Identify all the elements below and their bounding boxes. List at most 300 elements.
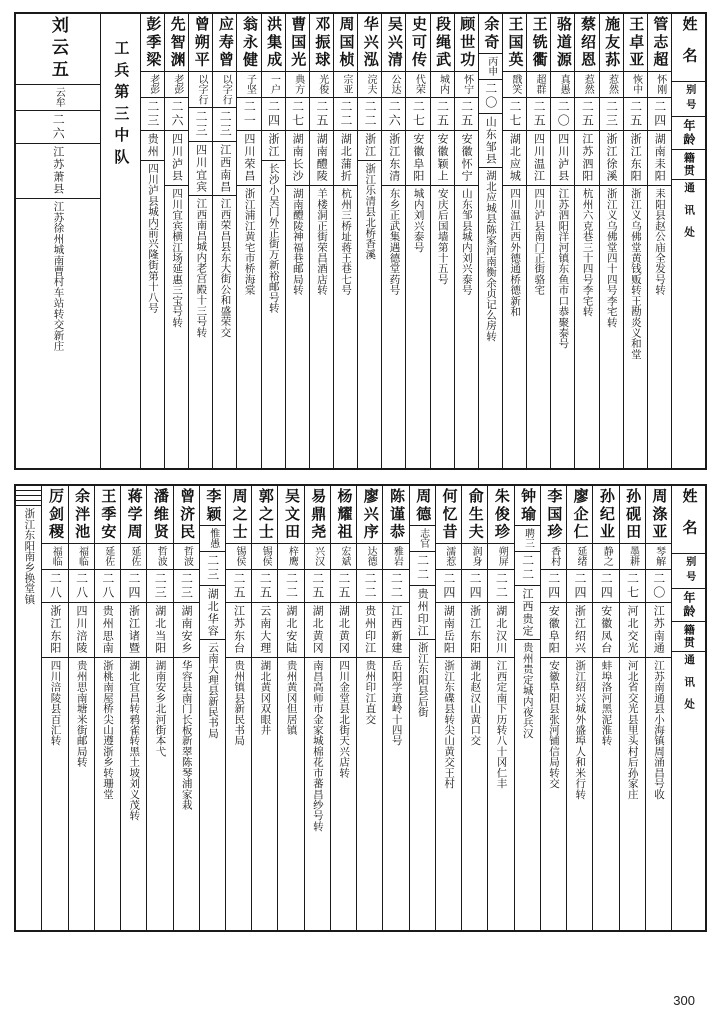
record-origin: 湖北黄冈 [311,605,325,655]
header-cell-alias [672,82,705,117]
record-alias: 浣夫 [365,74,377,95]
record-origin: 湖北汉川 [494,605,508,655]
record-name-cell [551,14,574,72]
record-address: 浙江乐清县北桥香溪 [364,162,377,260]
record-alias-cell [69,544,94,570]
record-address: 四川泸县城内前兴隆街第十八号 [147,162,160,313]
header-cell-address [672,652,705,722]
record-age: 二七 [625,571,640,601]
record-column [94,486,120,930]
record-name-cell [567,486,592,544]
record-age-cell [174,570,199,603]
record-alias: 子坚 [244,74,256,95]
record-column [277,486,303,930]
record-origin-cell [69,603,94,657]
record-origin: 贵州思南 [101,605,115,655]
record-name: 吴文田 [283,488,302,542]
record-alias-cell [141,72,164,98]
record-column [405,14,429,468]
record-column [225,486,251,930]
record-address: 贵州黄冈但居镇 [285,659,298,735]
record-address: 蚌埠洛河黑泥淮转 [600,659,613,746]
record-age-cell [121,570,146,603]
record-alias-cell [648,72,671,98]
record-address-cell [189,196,212,339]
record-name-cell [382,14,405,72]
record-age-cell [357,570,382,603]
record-age-cell [226,570,251,603]
record-address: 江苏南通县小海镇周涌昌号收 [652,659,665,799]
record-address-cell [406,186,429,254]
record-address: 浙桃南屋桥尖山遵浙乡转珊堂 [102,659,115,799]
record-origin: 湖南岳阳 [442,605,456,655]
record-age: 二六 [169,99,184,129]
record-name-cell [593,486,618,544]
record-age: 二五 [532,99,547,129]
record-column [502,14,526,468]
record-name-cell [278,486,303,544]
record-name-cell [455,14,478,72]
record-alias-cell [121,544,146,570]
header-age-label: 年龄 [681,119,696,148]
record-alias: 朔屏 [496,546,508,567]
record-alias: 雅岩 [391,546,403,567]
record-origin-cell [646,603,671,657]
record-address-cell [200,640,225,740]
record-name-cell [648,14,671,72]
record-column [382,486,408,930]
record-origin: 湖北应城 [508,133,522,183]
record-alias: 惟愚 [207,528,219,550]
record-age-cell [488,570,513,603]
record-origin: 贵州印江 [416,587,430,637]
record-origin: 安徽怀宁 [460,133,474,183]
record-age: 二四 [266,99,281,129]
record-alias-cell [455,72,478,98]
record-origin: 浙江东清 [387,133,401,183]
record-age-cell [286,98,309,131]
record-address: 四川泸县南门正街骆宅 [533,187,546,295]
roster-table-bottom [14,484,707,932]
record-name: 朱俊珍 [492,488,511,542]
record-alias: 光俊 [316,74,328,95]
record-alias: 达德 [365,546,377,567]
record-age: 二〇 [483,82,498,111]
record-name: 易鼎尧 [309,488,328,542]
record-age: 二三 [205,554,220,583]
record-origin: 浙江东阳 [468,605,482,655]
record-alias-cell [165,72,188,98]
record-address-cell [213,196,236,339]
record-origin-cell [648,131,671,185]
record-age-cell [406,98,429,131]
record-address: 江西荣昌县东大街公和盛荣交 [219,197,232,338]
record-address: 贵州思南塘米街邮局转 [75,659,88,767]
record-address: 湖北宜昌转鸦雀转黑土坡刘义茂转 [128,659,141,821]
record-alias-cell [334,72,357,98]
record-column [514,486,540,930]
record-origin-cell [278,603,303,657]
record-age-cell [462,570,487,603]
record-origin: 江苏南通 [652,605,666,655]
record-address: 湖北应城县陈家河南衡余贞记么房转 [485,169,497,342]
record-age: 二三 [194,110,209,139]
header-cell-name [672,486,705,554]
record-address: 浙江东碟县转尖山黄交王村 [443,659,456,789]
record-name: 李国珍 [545,488,564,542]
record-column [454,14,478,468]
record-age-cell [527,98,550,131]
record-column [599,14,623,468]
record-age: 二八 [48,571,63,601]
record-age-cell [624,98,647,131]
record-address-cell [252,658,277,737]
unit-label: 工兵第三中队 [112,40,131,171]
record-name: 王季安 [99,488,118,542]
record-name: 曾济民 [178,488,197,542]
record-address-cell [436,658,461,791]
record-address: 羊楼洞正街荣昌酒店转 [316,187,329,295]
record-age-cell [382,98,405,131]
record-name-cell [141,14,164,72]
record-address-cell [69,658,94,769]
record-address-cell [358,161,381,261]
record-age: 二〇 [556,99,571,129]
record-origin: 安徽阜阳 [547,605,561,655]
record-alias: 恢中 [630,74,642,95]
record-origin-cell [410,586,435,640]
record-address-cell [95,658,120,801]
record-alias: 惹然 [606,74,618,95]
record-alias-cell [488,544,513,570]
roster-table-top [14,12,707,470]
record-address-cell [410,640,435,719]
record-alias-cell [95,544,120,570]
record-origin: 浙江东阳 [629,133,643,183]
record-name-cell [431,14,454,72]
record-alias: 濡惹 [443,546,455,567]
record-address-cell [455,186,478,297]
record-alias-cell [462,544,487,570]
record-address-cell [357,658,382,726]
record-address-cell [648,186,671,297]
record-address: 四川金堂县北街天兴店转 [338,659,351,778]
record-age: 二三 [153,571,168,601]
record-alias: 静之 [601,546,613,567]
record-alias: 戬笑 [509,74,521,95]
record-origin: 四川泸县 [556,133,570,183]
record-address-cell [382,186,405,297]
record-address-cell [567,658,592,801]
record-age: 二五 [336,571,351,601]
record-column [356,486,382,930]
record-origin: 云南大理 [258,605,272,655]
record-name-cell [624,14,647,72]
record-origin: 湖南耒阳 [653,133,667,183]
record-name-cell [527,14,550,72]
record-age-cell [600,98,623,131]
header-column-bottom [671,486,705,930]
record-origin-cell [42,603,67,657]
record-age: 二五 [435,99,450,129]
record-name: 周之士 [230,488,249,542]
header-address-label: 通讯处 [683,181,696,249]
record-origin: 湖北安陆 [284,605,298,655]
record-origin-cell [226,603,251,657]
record-address-cell [331,658,356,780]
header-alias-label: 别号 [683,556,695,586]
record-address: 浙江浦江黄宅市桥海棠 [243,187,256,295]
header-name-label: 姓名 [680,488,699,551]
record-column [619,486,645,930]
record-origin-cell [331,603,356,657]
record-name-cell [406,14,429,72]
record-address: 城内刘兴泰号 [412,187,425,252]
record-origin: 浙江徐溪 [604,133,618,183]
record-address: 江西南昌城内老宫殿十三号转 [195,197,208,338]
header-name-label: 姓名 [680,16,699,79]
record-alias-cell [331,544,356,570]
record-alias-cell [567,544,592,570]
record-origin-cell [431,131,454,185]
record-origin: 江西新建 [389,605,403,655]
record-alias-cell [252,544,277,570]
record-age: 二五 [580,99,595,129]
lead-alias-cell [16,85,100,111]
record-alias-cell [479,54,502,80]
record-age-cell [252,570,277,603]
record-age-cell [575,98,598,131]
record-age-cell [567,570,592,603]
record-name: 王铣衢 [530,16,549,70]
record-origin-cell [567,603,592,657]
record-origin-cell [358,131,381,161]
record-alias-cell [305,544,330,570]
record-origin: 浙江 [267,133,280,158]
lead-age-cell [16,111,100,144]
lead-name: 刘云五 [47,16,68,83]
record-name: 曾朔平 [192,16,211,70]
record-age-cell [200,552,225,585]
record-name: 管志超 [651,16,670,70]
unit-label-cell [101,14,140,468]
record-origin-cell [147,603,172,657]
record-alias: 真愚 [558,74,570,95]
record-address-cell [226,658,251,748]
record-age: 二六 [387,99,402,129]
lead-origin: 江苏萧县 [51,146,65,196]
record-name-cell [147,486,172,544]
record-age: 二二 [520,554,535,583]
record-column [574,14,598,468]
record-name: 先智渊 [168,16,187,70]
record-age: 二二 [363,571,378,601]
record-name: 蒋学周 [125,488,144,542]
record-origin-cell [600,131,623,185]
record-origin: 浙江 [363,133,377,158]
record-alias: 老彭 [147,74,159,95]
record-address: 杭州三桥址蒋王巷七号 [340,187,353,295]
record-alias: 哲波 [155,546,167,567]
record-age-cell [147,570,172,603]
record-name: 曹国光 [289,16,308,70]
record-age: 二八 [74,571,89,601]
record-name-cell [252,486,277,544]
record-age: 二三 [145,99,160,129]
header-cell-name [672,14,705,82]
record-name-cell [334,14,357,72]
record-name-cell [600,14,623,72]
record-origin-cell [262,131,285,161]
record-alias-cell [174,544,199,570]
record-alias-cell [551,72,574,98]
record-address: 贵州镇县新民书局 [233,659,246,746]
record-age-cell [503,98,526,131]
record-origin: 贵州 [146,133,160,158]
record-name: 孙纪业 [597,488,616,542]
record-alias-cell [200,526,225,552]
record-address-cell [575,186,598,319]
record-address: 四川涪陵县百汇转 [49,659,62,746]
record-name-cell [310,14,333,72]
record-origin-cell [237,131,260,185]
record-origin: 四川涪陵 [75,605,89,655]
record-address-cell [488,658,513,791]
record-alias-cell [527,72,550,98]
lead-name-cell [16,14,100,85]
record-address-cell [624,186,647,361]
record-address-cell [646,658,671,801]
record-alias: 志官 [417,528,429,550]
record-name-cell [262,14,285,72]
record-origin-cell [95,603,120,657]
record-name: 王国英 [506,16,525,70]
record-age: 二四 [127,571,142,601]
record-origin: 四川荣昌 [242,133,256,183]
record-age: 二二 [494,571,509,601]
record-name-cell [226,486,251,544]
record-column [146,486,172,930]
record-name: 吴兴清 [385,16,404,70]
record-origin-cell [575,131,598,185]
record-alias: 梓鹰 [286,546,298,567]
record-origin: 浙江绍兴 [573,605,587,655]
record-age-cell [278,570,303,603]
record-age-cell [383,570,408,603]
record-origin: 湖北华容 [206,587,220,637]
record-age-cell [42,570,67,603]
record-address: 浙江东阳县后街 [416,641,429,717]
record-alias-cell [646,544,671,570]
record-column [435,486,461,930]
record-name: 华兴泓 [361,16,380,70]
record-address-cell [121,658,146,823]
record-origin: 安徽阜阳 [411,133,425,183]
record-address: 江西定南下历转八十冈仁丰 [495,659,508,789]
record-address-cell [174,658,199,812]
record-age: 二四 [441,571,456,601]
record-column [199,486,225,930]
record-name: 彭季梁 [144,16,163,70]
record-name: 余泮池 [73,488,92,542]
record-origin: 湖北当阳 [153,605,167,655]
record-alias: 锡侯 [260,546,272,567]
record-address: 四川宜宾横江场延惠三宝号转 [171,187,184,327]
record-name-cell [358,14,381,72]
record-age-cell [620,570,645,603]
record-name: 廖企仁 [571,488,590,542]
record-address-cell [310,186,333,297]
record-age: 二七 [507,99,522,129]
record-column [647,14,671,468]
record-name-cell [174,486,199,544]
record-age-cell [358,98,381,131]
record-name-cell [646,486,671,544]
record-name: 余奇 [482,16,501,52]
record-name: 郭之士 [256,488,275,542]
record-age-cell [334,98,357,131]
record-name: 蔡绍恩 [578,16,597,70]
record-column [430,14,454,468]
record-origin: 江西贵定 [521,587,535,637]
record-column [304,486,330,930]
record-name-cell [436,486,461,544]
record-age: 二四 [546,571,561,601]
record-address-cell [551,186,574,351]
record-alias-cell [436,544,461,570]
record-address: 岳阳学道岭十四号 [390,659,403,746]
record-age-cell [410,552,435,585]
record-alias: 丙申 [485,56,497,78]
record-alias-cell [357,544,382,570]
record-name-cell [515,486,540,526]
record-address-cell [600,186,623,329]
record-name: 李颖 [204,488,223,524]
record-alias-cell [593,544,618,570]
record-alias-cell [189,72,212,108]
record-address-cell [262,161,285,315]
record-origin-cell [121,603,146,657]
record-column [164,14,188,468]
record-alias: 以字行 [196,74,208,106]
record-age-cell [331,570,356,603]
record-alias: 墨耕 [627,546,639,567]
record-column [68,486,94,930]
record-name-cell [286,14,309,72]
record-origin-cell [200,586,225,640]
record-alias-cell [383,544,408,570]
record-origin-cell [334,131,357,185]
record-alias: 城内 [437,74,449,95]
record-address: 浙江绍兴城外盛埠人和米行转 [574,659,587,799]
record-name: 厉剑稷 [46,488,65,542]
record-origin: 湖北黄冈 [337,605,351,655]
record-name: 钟瑜 [519,488,538,524]
header-cell-age [672,117,705,150]
record-origin-cell [436,603,461,657]
record-alias-cell [147,544,172,570]
record-age-cell [436,570,461,603]
record-alias: 惹然 [582,74,594,95]
record-column [236,14,260,468]
record-name-cell [165,14,188,72]
record-origin: 江苏泗阳 [580,133,594,183]
record-column [381,14,405,468]
record-alias: 润身 [470,546,482,567]
record-age: 二四 [573,571,588,601]
record-origin-cell [624,131,647,185]
record-name: 洪集成 [265,16,284,70]
